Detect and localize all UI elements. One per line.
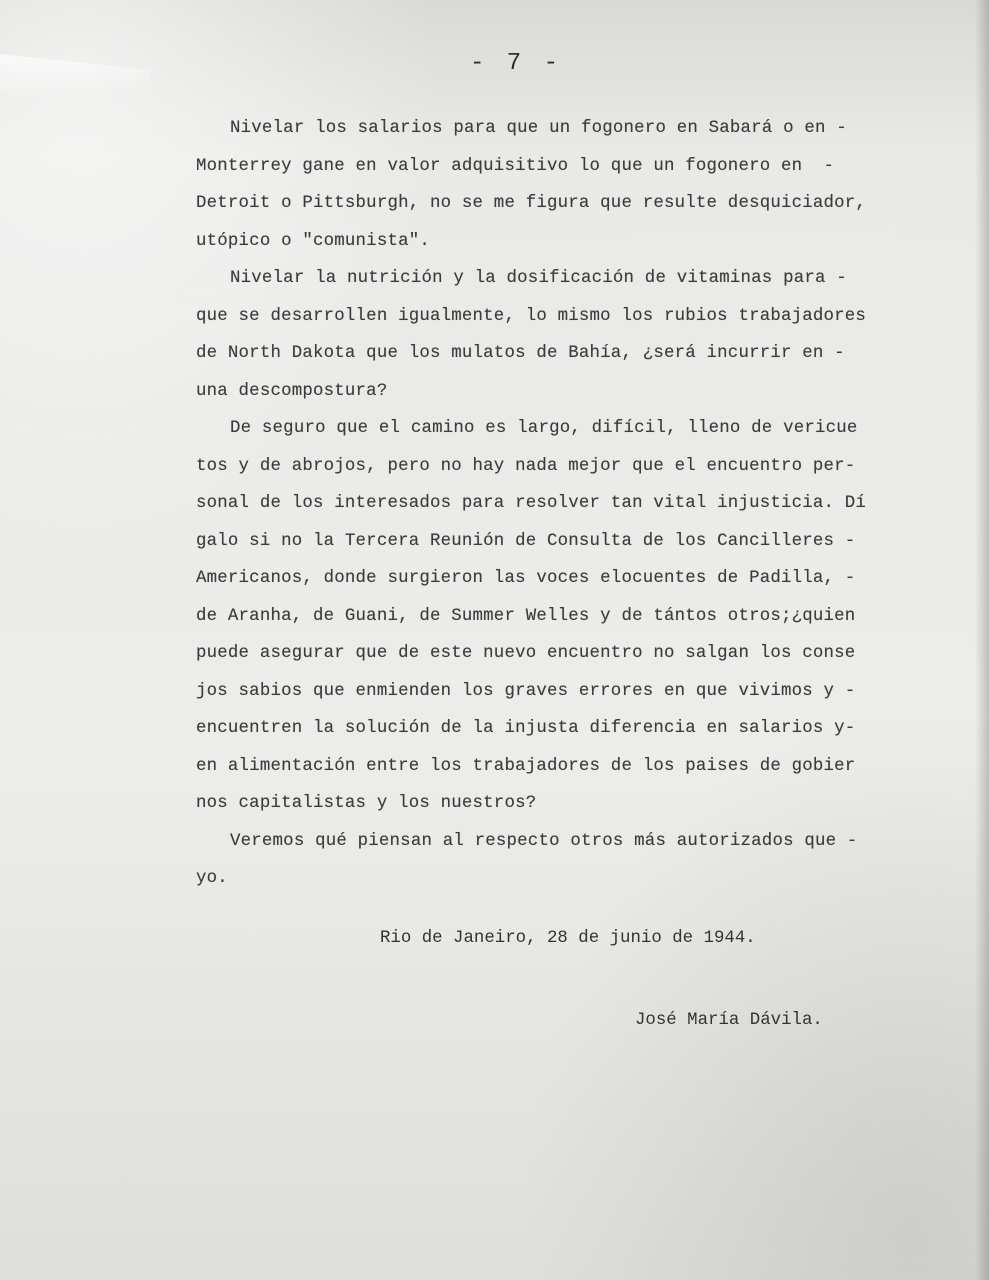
text-line: puede asegurar que de este nuevo encuentro no salgan los conse: [196, 644, 856, 663]
text-line: yo.: [196, 869, 228, 888]
paper-edge-shadow: [975, 0, 989, 1280]
text-line: Monterrey gane en valor adquisitivo lo que un fogonero en -: [196, 156, 835, 176]
paper-fold-highlight: [0, 54, 150, 110]
text-line: jos sabios que enmienden los graves errores en que vivimos y -: [196, 681, 856, 701]
text-line: Nivelar la nutrición y la dosificación de vitaminas para -: [230, 269, 847, 288]
text-line: galo si no la Tercera Reunión de Consulta de los Cancilleres -: [196, 531, 856, 551]
text-line: de North Dakota que los mulatos de Bahía, ¿será incurrir en -: [196, 344, 845, 363]
page-number: - 7 -: [470, 50, 563, 77]
text-line: nos capitalistas y los nuestros?: [196, 794, 537, 813]
text-line: de Aranha, de Guani, de Summer Welles y de tántos otros;¿quien: [196, 606, 856, 626]
text-line: Veremos qué piensan al respecto otros más autorizados que -: [230, 831, 858, 851]
text-line: tos y de abrojos, pero no hay nada mejor que el encuentro per-: [196, 456, 856, 476]
signature-name: José María Dávila.: [635, 1011, 823, 1030]
body-text: [196, 110, 936, 898]
text-line: Americanos, donde surgieron las voces elocuentes de Padilla, -: [196, 569, 856, 588]
dateline: Rio de Janeiro, 28 de junio de 1944.: [380, 929, 756, 948]
text-line: Nivelar los salarios para que un fogonero en Sabará o en -: [230, 119, 847, 138]
text-line: Detroit o Pittsburgh, no se me figura que resulte desquiciador,: [196, 194, 867, 213]
text-line: De seguro que el camino es largo, difícil, lleno de vericue: [230, 419, 858, 438]
text-line: encuentren la solución de la injusta diferencia en salarios y-: [196, 719, 856, 738]
text-line: en alimentación entre los trabajadores de los paises de gobier: [196, 756, 856, 776]
text-line: sonal de los interesados para resolver tan vital injusticia. Dí: [196, 494, 867, 513]
text-line: utópico o "comunista".: [196, 231, 430, 251]
text-line: una descompostura?: [196, 381, 388, 401]
text-line: que se desarrollen igualmente, lo mismo los rubios trabajadores: [196, 306, 867, 326]
